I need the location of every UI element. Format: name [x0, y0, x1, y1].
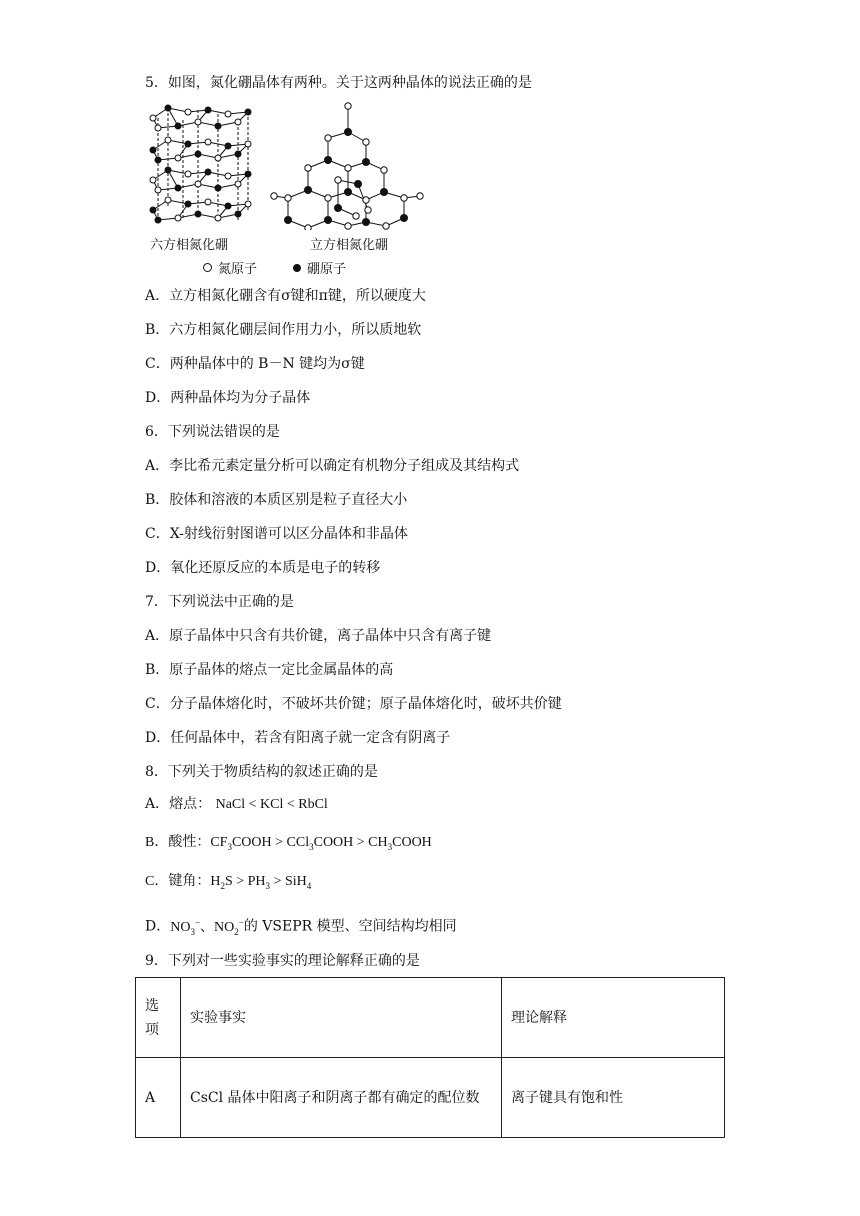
q8-option-b: B．酸性：$CF_3COOH$ > CCl$_3$COOH > $CH_3COOH$ — [145, 835, 432, 852]
q5-option-b: B．六方相氮化硼层间作用力小，所以质地软 — [145, 322, 422, 338]
q5-option-a: A．立方相氮化硼含有σ键和π键，所以硬度大 — [145, 288, 426, 304]
legend-nitrogen-label: 氮原子 — [218, 262, 258, 277]
table-row — [136, 1058, 725, 1138]
header-explanation: 理论解释 — [502, 978, 725, 1058]
nitrogen-atom-icon — [203, 263, 212, 272]
header-fact: 实验事实 — [181, 978, 502, 1058]
q8-option-a-label: A．熔点： — [145, 796, 212, 812]
q8-option-c-label: C．键角： — [145, 874, 211, 889]
cubic-bn-atoms — [271, 103, 423, 230]
q6-option-a: A．李比希元素定量分析可以确定有机物分子组成及其结构式 — [145, 458, 520, 474]
header-option: 选项 — [136, 978, 181, 1058]
q8-stem: 8．下列关于物质结构的叙述正确的是 — [145, 764, 378, 780]
caption-hexagonal-bn: 六方相氮化硼 — [150, 238, 229, 253]
q5-stem: 5．如图，氮化硼晶体有两种。关于这两种晶体的说法正确的是 — [145, 75, 532, 91]
boron-nitride-figure — [138, 100, 438, 280]
q6-option-b: B．胶体和溶液的本质区别是粒子直径大小 — [145, 492, 408, 508]
boron-atom-icon — [293, 264, 301, 272]
q8-option-d-tail: 的 VSEPR 模型、空间结构均相同 — [243, 918, 457, 935]
caption-cubic-bn: 立方相氮化硼 — [310, 238, 389, 253]
q7-option-b: B．原子晶体的熔点一定比金属晶体的高 — [145, 662, 394, 678]
q5-option-c: C．两种晶体中的 B－N 键均为σ键 — [145, 356, 365, 372]
figure-legend — [203, 258, 346, 277]
q8-option-c: C．键角：$H_2S > PH_3 > SiH_4$ — [145, 874, 312, 891]
legend-boron-label: 硼原子 — [307, 262, 347, 277]
q5-option-d: D．两种晶体均为分子晶体 — [145, 390, 311, 406]
q7-option-a: A．原子晶体中只含有共价键，离子晶体中只含有离子键 — [145, 628, 492, 644]
q6-stem: 6．下列说法错误的是 — [145, 424, 280, 440]
q7-stem: 7．下列说法中正确的是 — [145, 594, 294, 610]
q7-option-c: C．分子晶体熔化时，不破坏共价键；原子晶体熔化时，破坏共价键 — [145, 696, 562, 712]
row-option: A — [136, 1058, 181, 1138]
q8-option-d: D．$NO_3^-$、$NO_2^-$的 VSEPR 模型、空间结构均相同 — [145, 917, 457, 937]
boron-nitride-structures — [138, 100, 438, 230]
q9-stem: 9．下列对一些实验事实的理论解释正确的是 — [145, 953, 420, 969]
q8-option-a — [145, 794, 328, 815]
q8-option-d-label: D． — [145, 918, 171, 935]
row-fact: CsCl 晶体中阳离子和阴离子都有确定的配位数 — [181, 1058, 502, 1138]
q6-option-d: D．氧化还原反应的本质是电子的转移 — [145, 560, 381, 576]
q7-option-d: D．任何晶体中，若含有阳离子就一定含有阴离子 — [145, 730, 451, 746]
row-explanation: 离子键具有饱和性 — [502, 1058, 725, 1138]
hexagonal-bn-structure — [153, 108, 248, 222]
q9-table — [135, 977, 725, 1138]
q8-option-b-label: B．酸性： — [145, 835, 211, 850]
q8-option-a-formula: NaCl < KCl < RbCl — [215, 797, 328, 812]
table-header-row — [136, 978, 725, 1058]
q6-option-c: C．X-射线衍射图谱可以区分晶体和非晶体 — [145, 526, 408, 542]
